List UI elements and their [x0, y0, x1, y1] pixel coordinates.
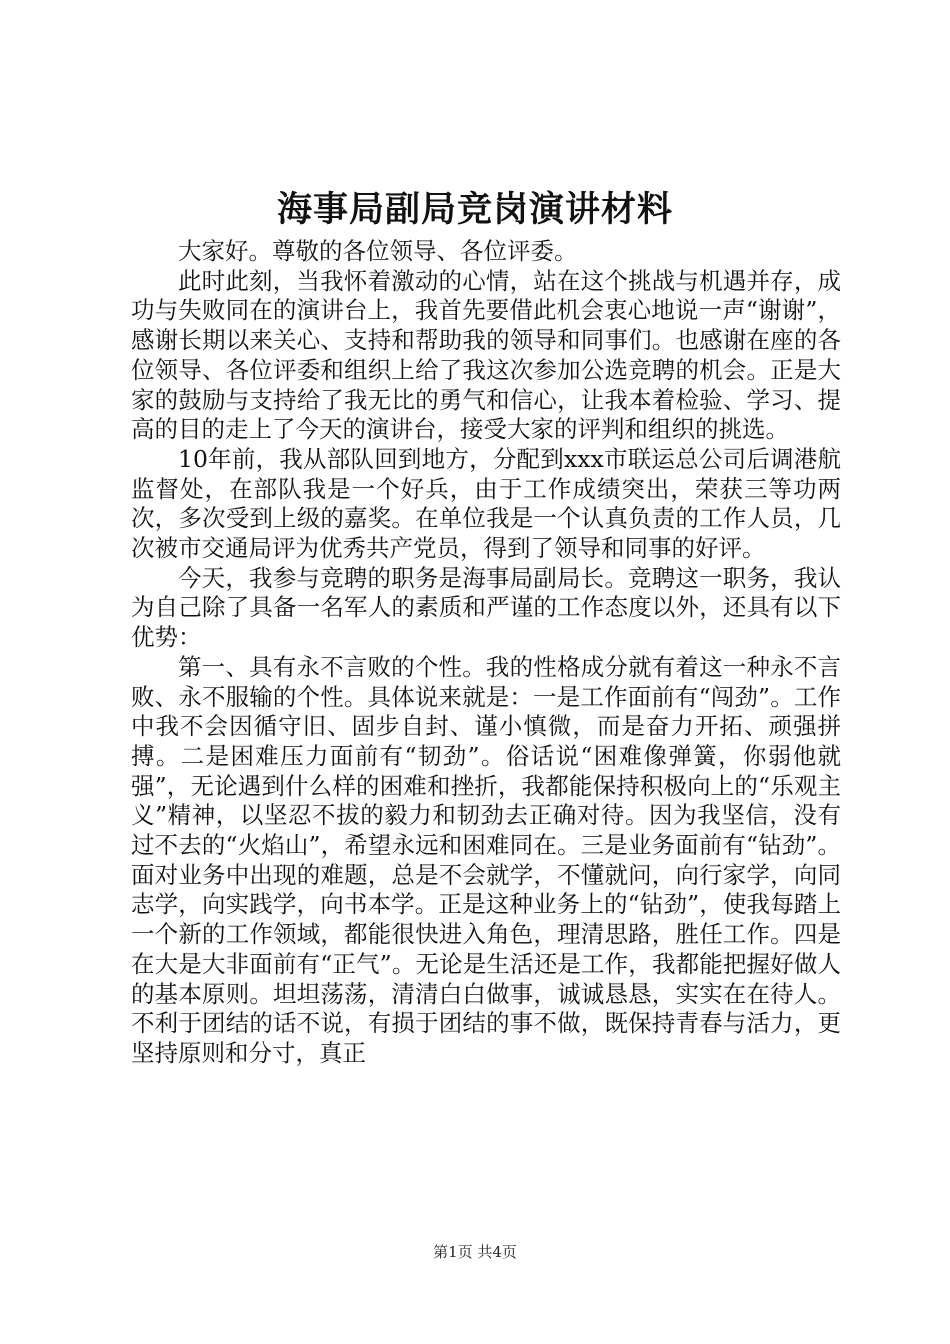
- paragraph-thanks: 此时此刻，当我怀着激动的心情，站在这个挑战与机遇并存，成功与失败同在的演讲台上，我首先要借此机会衷心地说一声“谢谢”，感谢长期以来关心、支持和帮助我的领导和同事们。也感谢在座的各位领导、各位评委和组织上给了我这次参加公选竞聘的机会。正是大家的鼓励与支持给了我无比的勇气和信心，让我本着检验、学习、提高的目的走上了今天的演讲台，接受大家的评判和组织的挑选。: [131, 266, 841, 444]
- paragraph-position: 今天，我参与竞聘的职务是海事局副局长。竞聘这一职务，我认为自己除了具备一名军人的素质和严谨的工作态度以外，还具有以下优势：: [131, 563, 841, 652]
- page-number-footer: 第1页 共4页: [433, 1243, 517, 1261]
- paragraph-greeting: 大家好。尊敬的各位领导、各位评委。: [178, 237, 578, 265]
- document-body: [131, 237, 841, 1069]
- paragraph-background: 10年前，我从部队回到地方，分配到xxx市联运总公司后调港航监督处，在部队我是一个好兵，由于工作成绩突出，荣获三等功两次，多次受到上级的嘉奖。在单位我是一个认真负责的工作人员，几次被市交通局评为优秀共产党员，得到了领导和同事的好评。: [131, 444, 841, 563]
- document-title: 海事局副局竞岗演讲材料: [276, 189, 673, 230]
- paragraph-advantage-one: 第一、具有永不言败的个性。我的性格成分就有着这一种永不言败、永不服输的个性。具体说来就是：一是工作面前有“闯劲”。工作中我不会因循守旧、固步自封、谨小慎微，而是奋力开拓、顽强拼搏。二是困难压力面前有“韧劲”。俗话说“困难像弹簧，你弱他就强”，无论遇到什么样的困难和挫折，我都能保持积极向上的“乐观主义”精神，以坚忍不拔的毅力和韧劲去正确对待。因为我坚信，没有过不去的“火焰山”，希望永远和困难同在。三是业务面前有“钻劲”。面对业务中出现的难题，总是不会就学，不懂就问，向行家学，向同志学，向实践学，向书本学。正是这种业务上的“钻劲”，使我每踏上一个新的工作领域，都能很快进入角色，理清思路，胜任工作。四是在大是大非面前有“正气”。无论是生活还是工作，我都能把握好做人的基本原则。坦坦荡荡，清清白白做事，诚诚恳恳，实实在在待人。不利于团结的话不说，有损于团结的事不做，既保持青春与活力，更坚持原则和分寸，真正: [131, 652, 841, 1067]
